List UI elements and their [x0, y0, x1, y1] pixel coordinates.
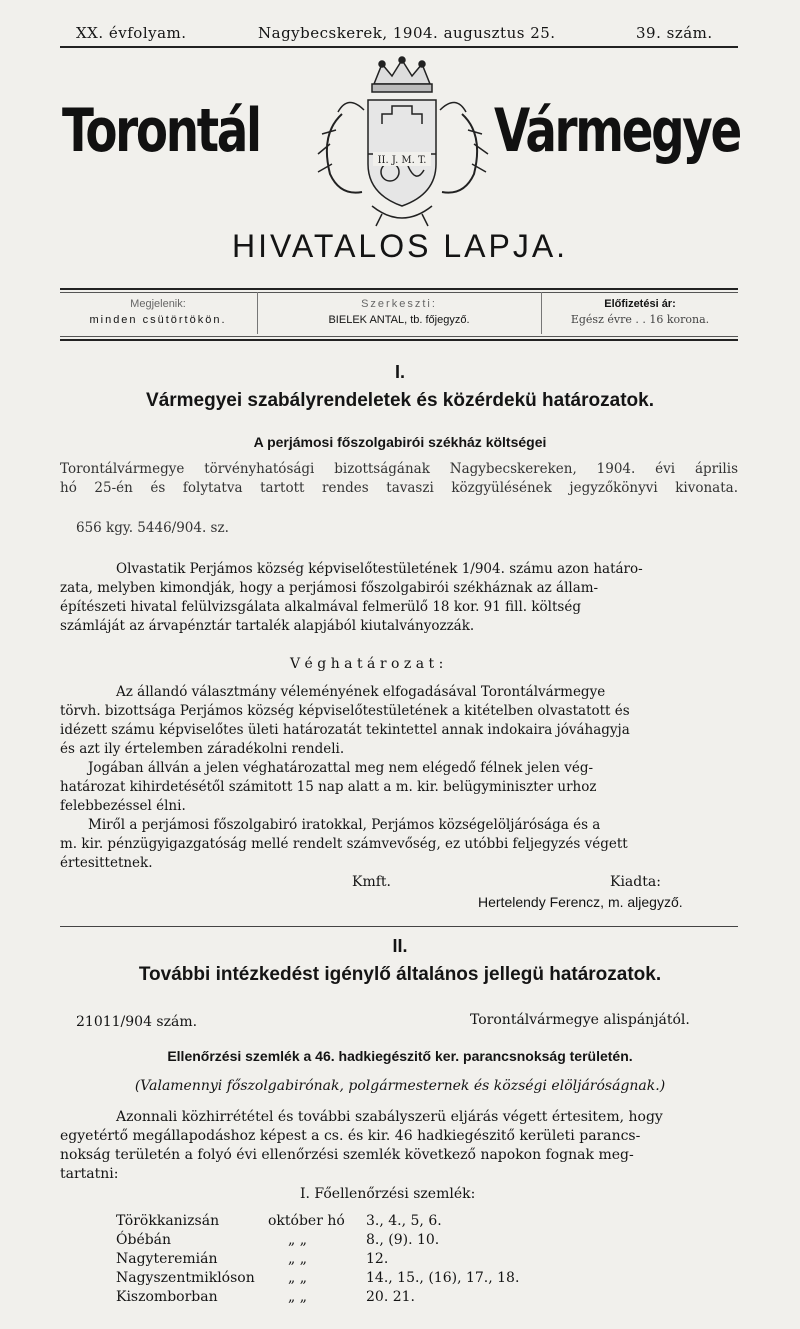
schedule-days: 12. [366, 1251, 389, 1267]
kiadta-label: Kiadta: [610, 874, 661, 890]
info-published-value: minden csütörtökön. [89, 314, 227, 326]
para-line: Azonnali közhirrététel és további szabályszerü eljárás végett értesitem, hogy [116, 1109, 663, 1125]
para-line: és azt ily értelemben záradékolni rendeli. [60, 741, 345, 757]
intro-line: Torontálvármegye törvényhatósági bizottságának Nagybecskereken, 1904. évi április [60, 461, 738, 477]
schedule-days: 20. 21. [366, 1289, 415, 1305]
section-1-intro [60, 460, 738, 498]
signature: Hertelendy Ferencz, m. aljegyző. [478, 894, 683, 910]
info-published-label: Megjelenik: [130, 298, 186, 310]
section-2-issuer: Torontálvármegye alispánjától. [470, 1012, 690, 1028]
schedule-place: Óbébán [116, 1232, 172, 1248]
para-line: Olvastatik Perjámos község képviselőtestületének 1/904. számu azon határo- [116, 561, 643, 577]
place-date: Nagybecskerek, 1904. augusztus 25. [258, 24, 556, 42]
para-line: m. kir. pénzügyigazgatóság mellé rendelt számvevőség, ez utóbbi feljegyzés végett [60, 836, 628, 852]
schedule-place: Kiszomborban [116, 1289, 218, 1305]
schedule-place: Nagyszentmiklóson [116, 1270, 255, 1286]
para-line: Az állandó választmány véleményének elfogadásával Torontálvármegye [116, 684, 606, 700]
para-line: határozat kihirdetésétől számitott 15 nap alatt a m. kir. belügyminiszter urhoz [60, 779, 597, 795]
section-1-para-3 [60, 759, 738, 816]
info-price-value: Egész évre . . 16 korona. [570, 313, 710, 326]
info-top-rule-thin [60, 292, 738, 293]
info-bottom-rule-thin [60, 336, 738, 337]
schedule-row [116, 1231, 519, 1250]
schedule-month: „ „ [288, 1232, 307, 1248]
top-rule [60, 46, 738, 48]
info-price [542, 296, 738, 330]
title-right: Vármegye [494, 96, 740, 166]
decision-heading: V é g h a t á r o z a t : [290, 656, 444, 672]
para-line: zata, melyben kimondják, hogy a perjámosi főszolgabirói székháznak az állam- [60, 580, 599, 596]
schedule-table [116, 1212, 519, 1307]
schedule-row [116, 1288, 519, 1307]
para-line: nokság területén a folyó évi ellenőrzési szemlék következő napokon fognak meg- [60, 1147, 634, 1163]
section-2-addressee: (Valamennyi főszolgabirónak, polgármesternek és községi elöljáróságnak.) [134, 1078, 666, 1094]
schedule-days: 8., (9). 10. [366, 1232, 440, 1248]
para-line: törvh. bizottsága Perjámos község képviselőtestületének a kitételben olvastatott és [60, 703, 630, 719]
section-1-para-2 [60, 683, 738, 759]
para-line: felebbezéssel élni. [60, 798, 186, 814]
section-1-numeral: I. [394, 362, 405, 382]
para-line: idézett számu képviselőtes ületi határozatát tekintettel annak indokaira jóváhagyja [60, 722, 630, 738]
schedule-row [116, 1212, 519, 1231]
section-2-heading: További intézkedést igénylő általános jellegü határozatok. [138, 964, 662, 985]
para-line: Miről a perjámosi főszolgabiró iratokkal, Perjámos községelöljárósága és a [88, 817, 601, 833]
info-editor [258, 296, 540, 330]
schedule-month: „ „ [288, 1270, 307, 1286]
issue-number: 39. szám. [636, 24, 713, 42]
schedule-title: I. Főellenőrzési szemlék: [300, 1186, 476, 1202]
section-1-heading: Vármegyei szabályrendeletek és közérdekü határozatok. [146, 390, 654, 411]
coat-of-arms-icon [312, 54, 492, 230]
section-2-para-1 [60, 1108, 738, 1184]
schedule-month: „ „ [288, 1289, 307, 1305]
kmft-label: Kmft. [352, 874, 391, 890]
crest-text: II. J. M. T. [377, 155, 427, 166]
info-bottom-rule [60, 339, 738, 341]
para-line: Jogában állván a jelen véghatározattal meg nem elégedő félnek jelen vég- [88, 760, 594, 776]
info-editor-label: Szerkeszti: [361, 298, 437, 310]
title-left: Torontál [62, 96, 260, 166]
info-published [60, 296, 256, 330]
subtitle: HIVATALOS LAPJA. [231, 228, 569, 264]
schedule-month: október hó [268, 1213, 345, 1229]
volume-label: XX. évfolyam. [76, 24, 187, 42]
schedule-place: Nagyteremián [116, 1251, 218, 1267]
para-line: egyetértő megállapodáshoz képest a cs. és kir. 46 hadkiegészitő kerületi parancs- [60, 1128, 641, 1144]
schedule-month: „ „ [288, 1251, 307, 1267]
section-2-subheading: Ellenőrzési szemlék a 46. hadkiegészitő ker. parancsnokság területén. [167, 1048, 633, 1064]
info-editor-value: BIELEK ANTAL, tb. főjegyző. [328, 314, 470, 326]
section-1-para-4 [60, 816, 738, 873]
schedule-days: 14., 15., (16), 17., 18. [366, 1270, 520, 1286]
section-2-numeral: II. [392, 936, 408, 956]
info-price-label: Előfizetési ár: [604, 298, 676, 310]
schedule-days: 3., 4., 5, 6. [366, 1213, 442, 1229]
para-line: értesittetnek. [60, 855, 153, 871]
section-1-ref: 656 kgy. 5446/904. sz. [76, 520, 229, 536]
intro-line: hó 25-én és folytatva tartott rendes tavaszi közgyülésének jegyzőkönyvi kivonata. [60, 480, 738, 496]
para-line: tartatni: [60, 1166, 119, 1182]
section-divider [60, 926, 738, 927]
para-line: számláját az árvapénztár tartalék alapjából kiutalványozzák. [60, 618, 475, 634]
para-line: építészeti hivatal felülvizsgálata alkalmával felmerülő 18 kor. 91 fill. költség [60, 599, 581, 615]
section-1-para-1 [60, 560, 738, 636]
info-top-rule [60, 288, 738, 290]
schedule-row [116, 1269, 519, 1288]
section-1-subheading: A perjámosi főszolgabirói székház költségei [253, 434, 547, 450]
schedule-row [116, 1250, 519, 1269]
section-2-ref: 21011/904 szám. [76, 1014, 198, 1030]
schedule-place: Törökkanizsán [116, 1213, 220, 1229]
